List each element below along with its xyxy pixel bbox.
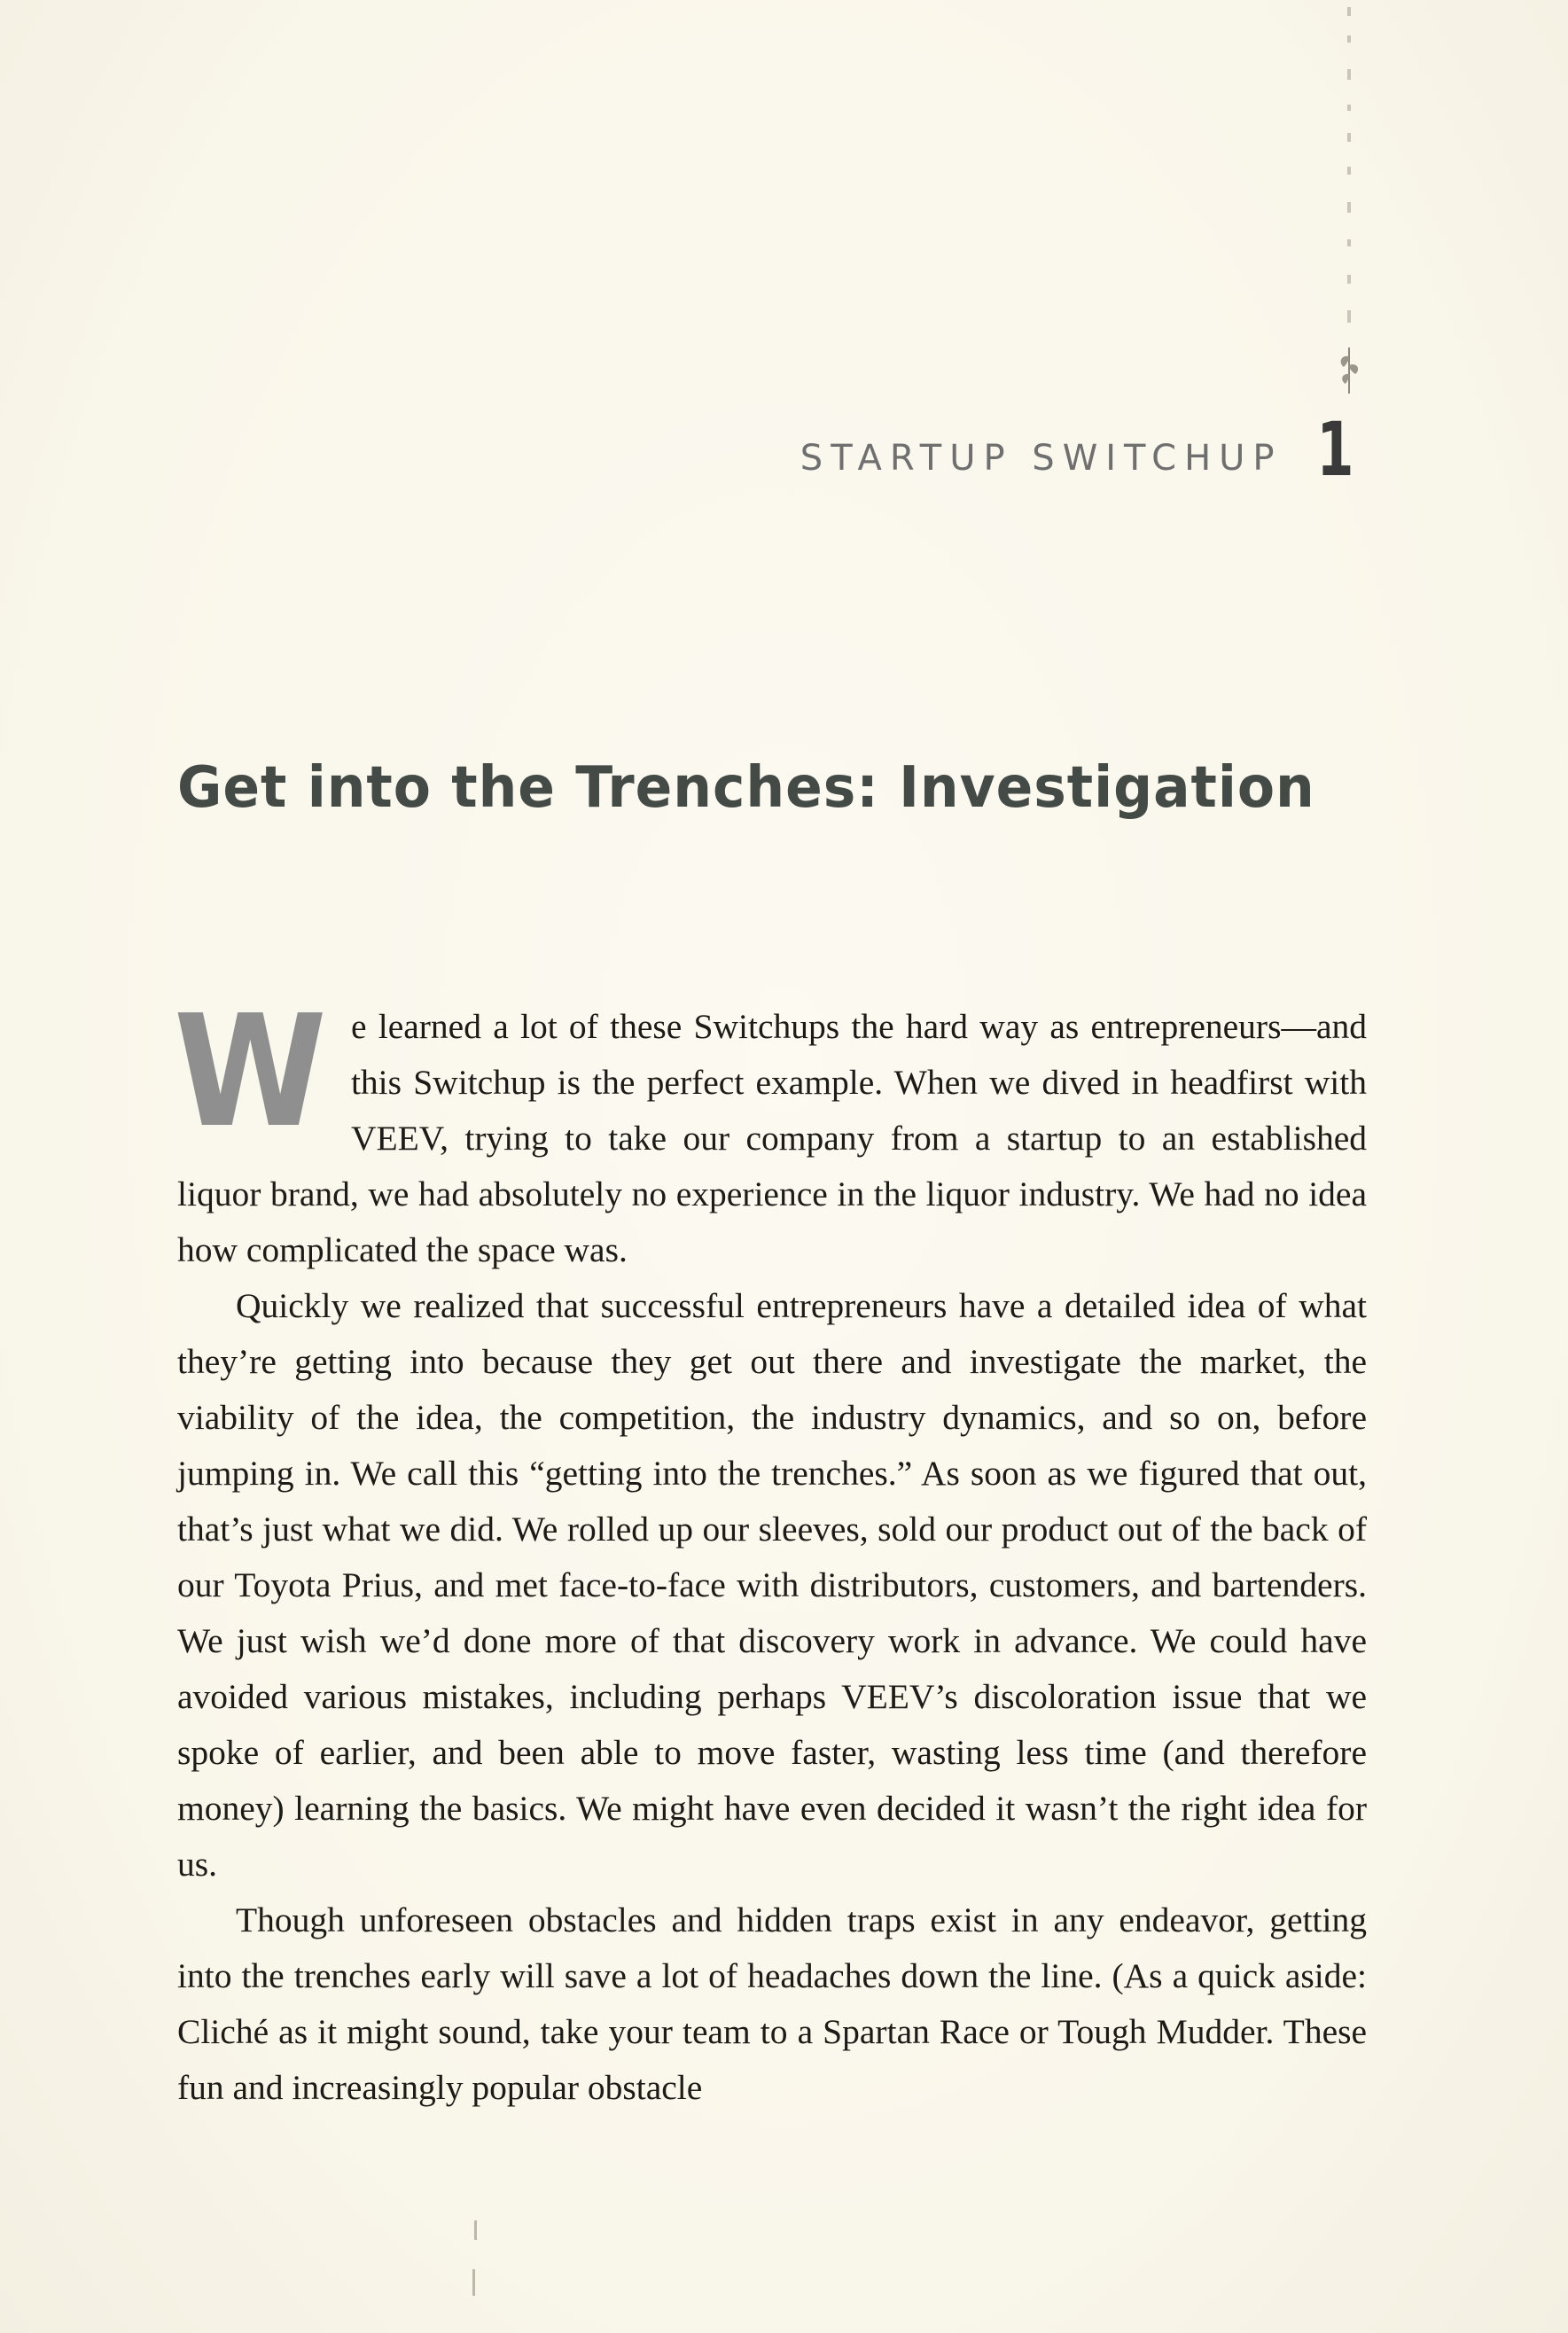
page-edge-marks: [1346, 0, 1354, 337]
paragraph-1-text: e learned a lot of these Switchups the hard way as entrepreneurs—and this Switchup is the perfect example. When we dived in headfirst with VEEV, trying to take our company from a startup to an established liquor brand, we had absolutely no experience in the liquor industry. We had no idea how complicated the space was.: [177, 1007, 1367, 1269]
paragraph-3: Though unforeseen obstacles and hidden traps exist in any endeavor, getting into the trenches early will save a lot of headaches down the line. (As a quick aside: Cliché as it might sound, take your team to a Spartan Race or Tough Mudder. These fun and increasingly popular obstacle: [177, 1900, 1367, 2107]
scan-mark: [474, 2220, 477, 2240]
paragraph-1: [174, 982, 1367, 1278]
chapter-number: 1: [1315, 406, 1353, 493]
leaf-flourish-icon: [1331, 344, 1367, 397]
chapter-title: Get into the Trenches: Investigation: [177, 755, 1315, 821]
running-header-label: STARTUP SWITCHUP: [800, 438, 1283, 480]
scan-mark: [472, 2269, 475, 2296]
drop-cap: W: [174, 982, 327, 1162]
body-text: [174, 982, 1367, 2116]
paragraph-2: Quickly we realized that successful entrepreneurs have a detailed idea of what they’re getting into because they get out there and investigate the market, the viability of the idea, the competition, the industry dynamics, and so on, before jumping in. We call this “getting into the trenches.” As soon as we figured that out, that’s just what we did. We rolled up our sleeves, sold our product out of the back of our Toyota Prius, and met face-to-face with distributors, customers, and bartenders. We just wish we’d done more of that discovery work in advance. We could have avoided various mistakes, including perhaps VEEV’s discoloration issue that we spoke of earlier, and been able to move faster, wasting less time (and therefore money) learning the basics. We might have even decided it wasn’t the right idea for us.: [177, 1286, 1367, 1884]
running-header: [800, 406, 1353, 493]
